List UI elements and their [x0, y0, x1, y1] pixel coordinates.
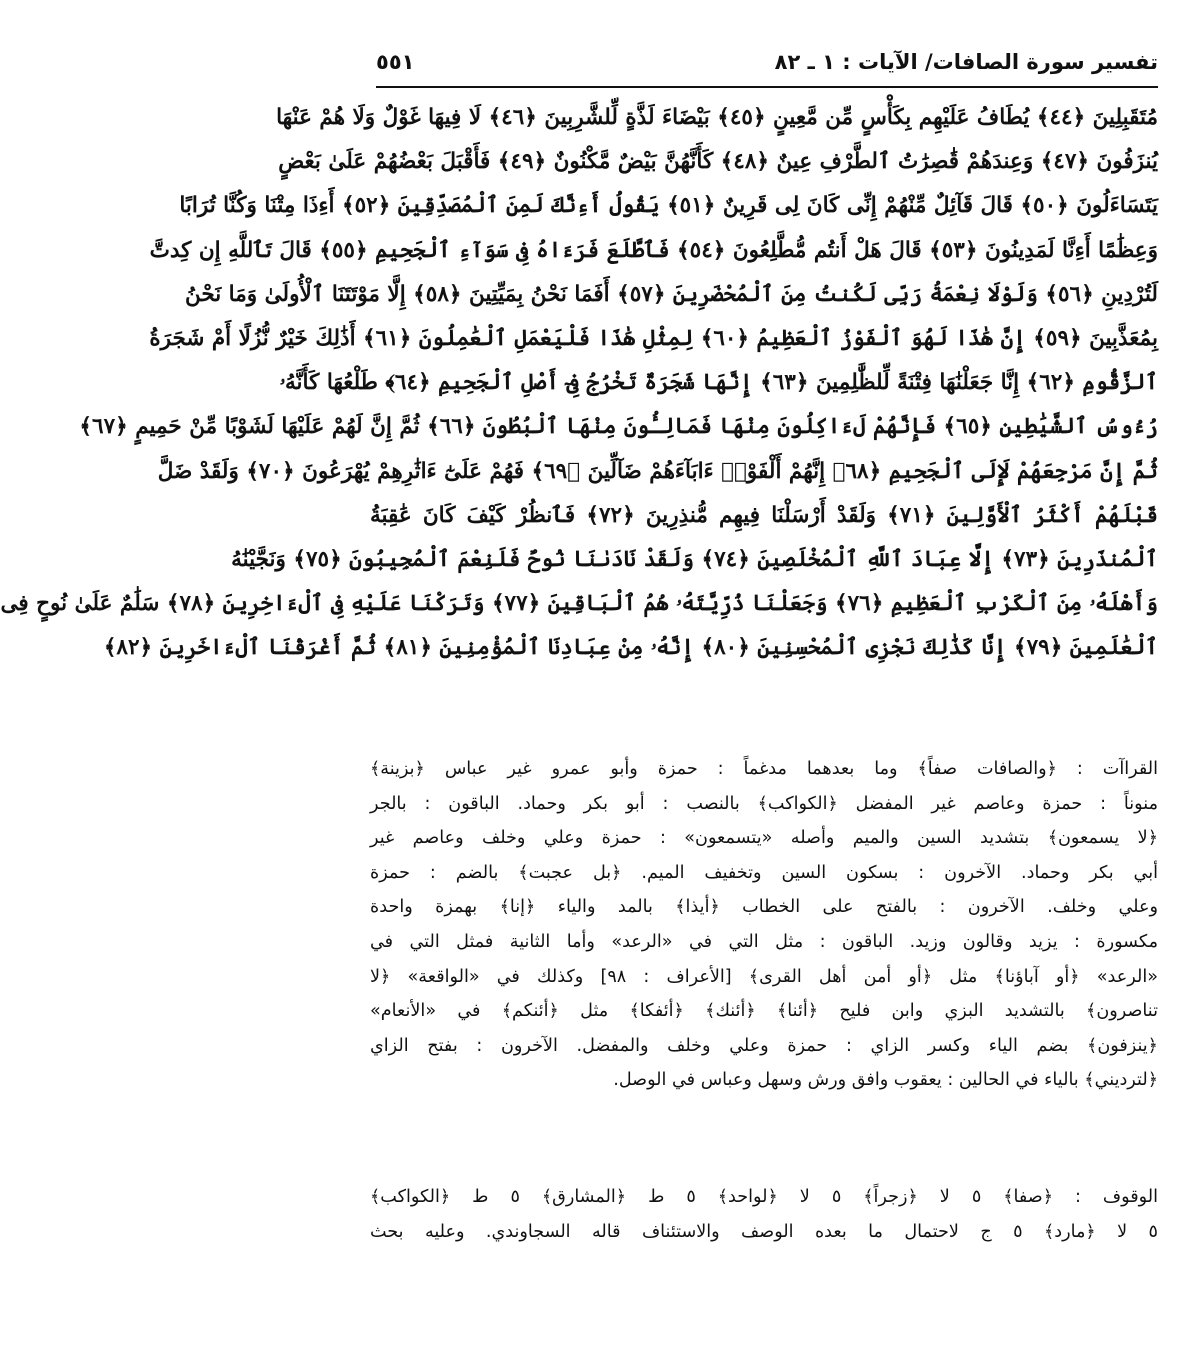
quran-line: قَبْلَهُمْ أَكْثَرُ ٱلْأَوَّلِينَ ﴿٧١﴾ وَلَقَدْ أَرْسَلْنَا فِيهِم مُّنذِرِينَ ﴿٧٢﴾ فَٱنظُرْ كَيْفَ كَانَ عَٰقِبَةُ — [370, 502, 1159, 528]
quran-line: بِمُعَذَّبِينَ ﴿٥٩﴾ إِنَّ هَٰذَا لَهُوَ ٱلْفَوْزُ ٱلْعَظِيمُ ﴿٦٠﴾ لِمِثْلِ هَٰذَا فَلْيَعْمَلِ ٱلْعَٰمِلُونَ ﴿٦١﴾ أَذَٰلِكَ خَيْرٌ نُّزُلًا أَمْ شَجَرَةُ — [149, 325, 1158, 351]
quran-line: مُتَقَبِلِينَ ﴿٤٤﴾ يُطَافُ عَلَيْهِم بِكَأْسٍ مِّن مَّعِينٍ ﴿٤٥﴾ بَيْضَاءَ لَذَّةٍ لِّلشَّرِبِينَ ﴿٤٦﴾ لَا فِيهَا غَوْلٌ وَلَا هُمْ عَنْهَا — [276, 105, 1158, 130]
commentary-line: وعلي وخلف. الآخرون : بالفتح على الخطاب ﴿أيذا﴾ بالمد والياء ﴿إنا﴾ بهمزة واحدة — [370, 897, 1158, 918]
quran-line: ٱلْمُنذَرِينَ ﴿٧٣﴾ إِلَّا عِبَادَ ٱللَّهِ ٱلْمُخْلَصِينَ ﴿٧٤﴾ وَلَقَدْ نَادَىٰنَا نُوحٌ فَلَنِعْمَ ٱلْمُجِيبُونَ ﴿٧٥﴾ وَنَجَّيْنَٰهُ — [231, 546, 1158, 572]
quran-line: ٱلْعَٰلَمِينَ ﴿٧٩﴾ إِنَّا كَذَٰلِكَ نَجْزِى ٱلْمُحْسِنِينَ ﴿٨٠﴾ إِنَّهُۥ مِنْ عِبَادِنَا ٱلْمُؤْمِنِينَ ﴿٨١﴾ ثُمَّ أَغْرَقْنَا ٱلْءَاخَرِينَ ﴿٨٢﴾ — [103, 635, 1158, 661]
waqf-line: الوقوف : ﴿صفا﴾ ٥ لا ﴿زجراً﴾ ٥ لا ﴿لواحد﴾ ٥ ط ﴿المشارق﴾ ٥ ط ﴿الكواكب﴾ — [370, 1187, 1159, 1207]
waqf-line: ٥ لا ﴿مارد﴾ ٥ ج لاحتمال ما بعده الوصف والاستئناف قاله السجاوندي. وعليه بحث — [370, 1221, 1158, 1242]
quran-text-block — [0, 96, 1159, 716]
commentary-line: مكسورة : يزيد وقالون وزيد. الباقون : مثل التي في «الرعد» وأما الثانية فمثل التي في — [370, 931, 1158, 952]
quran-line: وَعِظَٰمًا أَءِنَّا لَمَدِينُونَ ﴿٥٣﴾ قَالَ هَلْ أَنتُم مُّطَّلِعُونَ ﴿٥٤﴾ فَٱطَّلَعَ فَرَءَاهُ فِى سَوَآءِ ٱلْجَحِيمِ ﴿٥٥﴾ قَالَ تَٱللَّهِ إِن كِدتَّ — [149, 237, 1158, 263]
commentary-line: «الرعد» ﴿أو آباؤنا﴾ مثل ﴿أو أمن أهل القرى﴾ [الأعراف : ٩٨] وكذلك في «الواقعة» ﴿لا — [370, 966, 1158, 987]
commentary-line: ﴿لا يسمعون﴾ بتشديد السين والميم وأصله «يتسمعون» : حمزة وعلي وخلف وعاصم غير — [370, 828, 1158, 849]
commentary-line: أبي بكر وحماد. الآخرون : بسكون السين وتخفيف الميم. ﴿بل عجبت﴾ بالضم : حمزة — [370, 862, 1158, 883]
commentary-line: تناصرون﴾ بالتشديد البزي وابن فليح ﴿أئنا﴾ ﴿أئنك﴾ ﴿أئفكا﴾ مثل ﴿أئنكم﴾ في «الأنعام» — [370, 1001, 1158, 1022]
commentary-line: ﴿ينزفون﴾ بضم الياء وكسر الزاي : حمزة وعلي وخلف والمفضل. الآخرون : بفتح الزاي — [370, 1035, 1158, 1056]
commentary-line: ﴿لترديني﴾ بالياء في الحالين : يعقوب وافق ورش وسهل وعباس في الوصل. — [613, 1070, 1158, 1091]
quran-line: وَأَهْلَهُۥ مِنَ ٱلْكَرْبِ ٱلْعَظِيمِ ﴿٧٦﴾ وَجَعَلْنَا ذُرِّيَّتَهُۥ هُمُ ٱلْبَاقِينَ ﴿٧٧﴾ وَتَرَكْنَا عَلَيْهِ فِى ٱلْءَاخِرِينَ ﴿٧٨﴾ سَلَٰمٌ عَلَىٰ نُوحٍ فِى — [0, 591, 1158, 617]
quran-line: ٱلزَّقُّومِ ﴿٦٢﴾ إِنَّا جَعَلْنَٰهَا فِتْنَةً لِّلظَّٰلِمِينَ ﴿٦٣﴾ إِنَّهَا شَجَرَةٌ تَخْرُجُ فِىٓ أَصْلِ ٱلْجَحِيمِ ﴿٦٤﴾ طَلْعُهَا كَأَنَّهُۥ — [279, 370, 1158, 396]
commentary-line: منوناً : حمزة وعاصم غير المفضل ﴿الكواكب﴾ بالنصب : أبو بكر وحماد. الباقون : بالجر — [370, 793, 1158, 814]
quran-line: يُنزَفُونَ ﴿٤٧﴾ وَعِندَهُمْ قَٰصِرَٰتُ ٱلطَّرْفِ عِينٌ ﴿٤٨﴾ كَأَنَّهُنَّ بَيْضٌ مَّكْنُونٌ ﴿٤٩﴾ فَأَقْبَلَ بَعْضُهُمْ عَلَىٰ بَعْضٍ — [278, 149, 1158, 175]
quran-line: لَتُرْدِينِ ﴿٥٦﴾ وَلَوْلَا نِعْمَةُ رَبِّى لَكُنتُ مِنَ ٱلْمُحْضَرِينَ ﴿٥٧﴾ أَفَمَا نَحْنُ بِمَيِّتِينَ ﴿٥٨﴾ إِلَّا مَوْتَتَنَا ٱلْأُولَىٰ وَمَا نَحْنُ — [184, 281, 1158, 307]
quran-line: رُءُوسُ ٱلشَّيَٰطِينِ ﴿٦٥﴾ فَإِنَّهُمْ لَءَاكِلُونَ مِنْهَا فَمَالِـُٔونَ مِنْهَا ٱلْبُطُونَ ﴿٦٦﴾ ثُمَّ إِنَّ لَهُمْ عَلَيْهَا لَشَوْبًا مِّنْ حَمِيمٍ ﴿٦٧﴾ — [79, 414, 1158, 440]
commentary-line: القراآت : ﴿والصافات صفاً﴾ وما بعدهما مدغماً : حمزة وأبو عمرو غير عباس ﴿بزينة﴾ — [370, 759, 1158, 779]
running-title: تفسير سورة الصافات/ الآيات : ١ ـ ٨٢ — [774, 50, 1158, 74]
waqf-paragraph — [370, 1180, 1158, 1249]
quran-line: يَتَسَاءَلُونَ ﴿٥٠﴾ قَالَ قَآئِلٌ مِّنْهُمْ إِنِّى كَانَ لِى قَرِينٌ ﴿٥١﴾ يَقُولُ أَءِنَّكَ لَمِنَ ٱلْمُصَدِّقِينَ ﴿٥٢﴾ أَءِذَا مِتْنَا وَكُنَّا تُرَابًا — [179, 193, 1158, 219]
running-header — [376, 48, 1158, 82]
quran-line: ثُمَّ إِنَّ مَرْجِعَهُمْ لَإِلَى ٱلْجَحِيمِ ﴿٦٨﴾ إِنَّهُمْ أَلْفَوْا۟ ءَابَآءَهُمْ ضَآلِّينَ ﴿٦٩﴾ فَهُمْ عَلَىٰٓ ءَاثَٰرِهِمْ يُهْرَعُونَ ﴿٧٠﴾ وَلَقَدْ ضَلَّ — [157, 458, 1158, 484]
qiraat-paragraph — [370, 752, 1158, 1098]
page-number: ٥٥١ — [376, 50, 415, 74]
header-rule — [376, 86, 1158, 88]
